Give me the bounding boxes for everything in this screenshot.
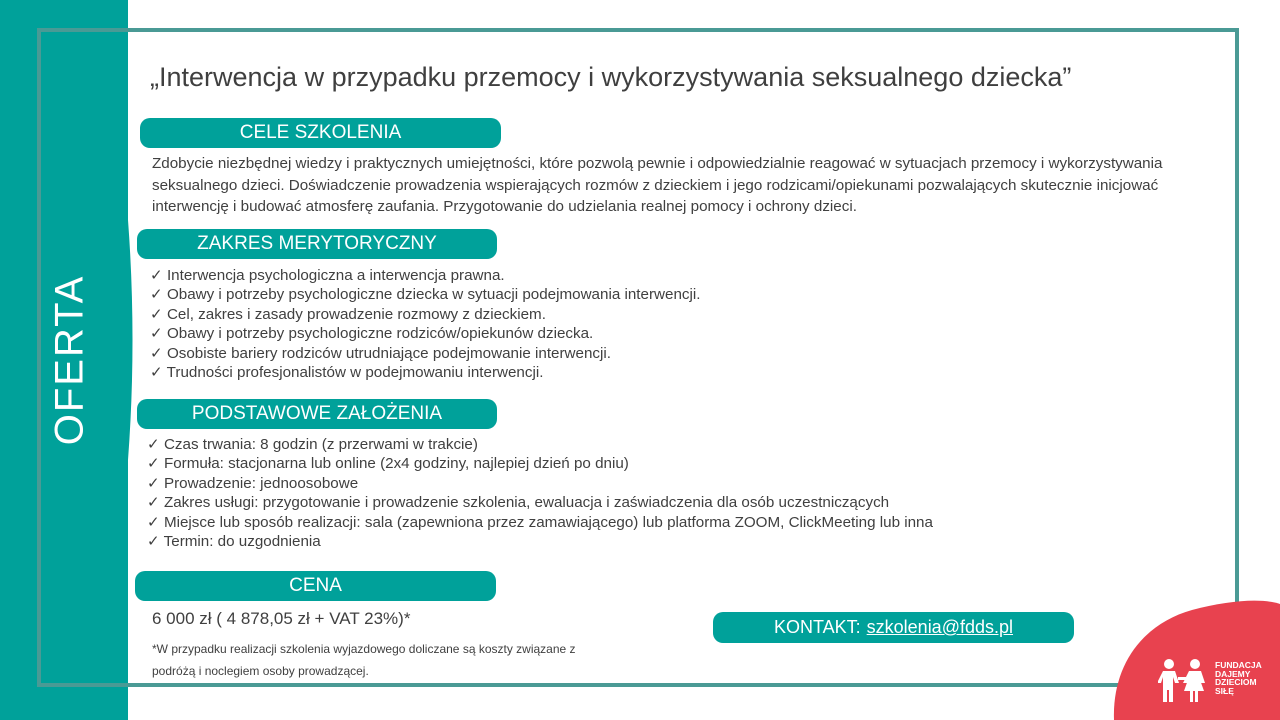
price: 6 000 zł ( 4 878,05 zł + VAT 23%)*	[152, 609, 411, 628]
logo-line: DAJEMY	[1215, 668, 1251, 679]
heading-zakres-merytoryczny: ZAKRES MERYTORYCZNY	[137, 229, 497, 259]
heading-podstawowe-zalozenia: PODSTAWOWE ZAŁOŻENIA	[137, 399, 497, 429]
list-item: ✓ Cel, zakres i zasady prowadzenie rozmowy z dzieckiem.	[150, 305, 546, 323]
list-item: ✓ Zakres usługi: przygotowanie i prowadzenie szkolenia, ewaluacja i zaświadczenia dla osób uczestniczących	[147, 494, 890, 512]
list-item: ✓ Interwencja psychologiczna a interwencja prawna.	[150, 267, 505, 284]
price-note: *W przypadku realizacji szkolenia wyjazdowego doliczane są koszty związane z podróżą i noclegiem osoby prowadzącej.	[152, 642, 576, 678]
logo-line: SIŁĘ	[1215, 685, 1234, 696]
list-item: ✓ Trudności profesjonalistów w podejmowaniu interwencji.	[150, 364, 544, 382]
list-item: ✓ Termin: do uzgodnienia	[147, 533, 321, 551]
logo-text	[1215, 661, 1275, 695]
heading-cena: CENA	[135, 571, 496, 601]
heading-cele-szkolenia: CELE SZKOLENIA	[140, 118, 501, 148]
contact-badge	[713, 612, 1074, 643]
list-item: ✓ Obawy i potrzeby psychologiczne rodziców/opiekunów dziecka.	[150, 325, 594, 343]
list-item: ✓ Obawy i potrzeby psychologiczne dziecka w sytuacji podejmowania interwencji.	[150, 286, 701, 304]
side-label-oferta: OFERTA	[47, 274, 92, 446]
list-item: ✓ Formuła: stacjonarna lub online (2x4 godziny, najlepiej dzień po dniu)	[147, 455, 629, 473]
zakres-list	[150, 266, 700, 382]
page-title: „Interwencja w przypadku przemocy i wykorzystywania seksualnego dziecka”	[150, 62, 1072, 92]
list-item: ✓ Osobiste bariery rodziców utrudniające podejmowanie interwencji.	[150, 344, 611, 362]
logo-line: DZIECIOM	[1215, 677, 1257, 687]
cele-paragraph: Zdobycie niezbędnej wiedzy i praktycznych umiejętności, które pozwolą pewnie i odpowiedzialnie reagować w sytuacjach przemocy i wykorzystywania seksualnego dzieci. Doświadczenie prowadzenia wspierających rozmów z dzieckiem i jego rodzicami/opiekunami pozwalających skutecznie inicjować interwencję i budować atmosferę zaufania. Przygotowanie do udzielania realnej pomocy i ochrony dzieci.	[152, 155, 1163, 215]
logo-line: FUNDACJA	[1215, 660, 1262, 670]
contact-label: KONTAKT:	[773, 617, 861, 637]
contact-email-link[interactable]: szkolenia@fdds.pl	[866, 617, 1014, 637]
zalozenia-list	[147, 435, 933, 551]
list-item: ✓ Prowadzenie: jednoosobowe	[147, 474, 359, 492]
list-item: ✓ Miejsce lub sposób realizacji: sala (zapewniona przez zamawiającego) lub platforma ZOOM, ClickMeeting lub inna	[147, 513, 933, 531]
list-item: ✓ Czas trwania: 8 godzin (z przerwami w trakcie)	[147, 436, 478, 453]
